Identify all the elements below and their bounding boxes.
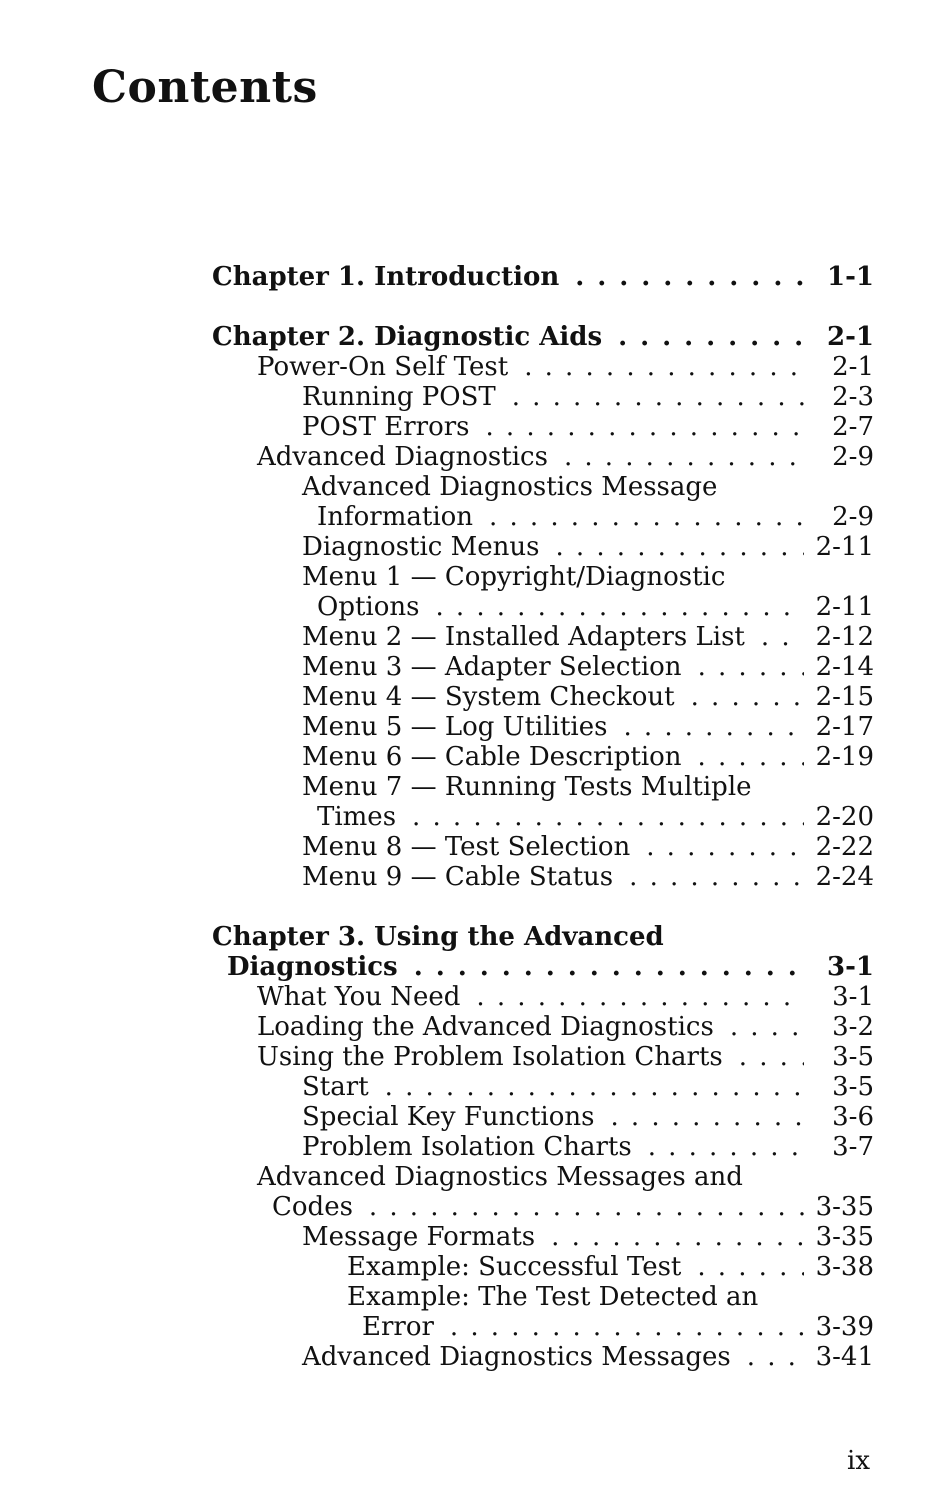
toc-entry-page: 3-2 <box>832 1012 874 1042</box>
toc-entry-title: Advanced Diagnostics Messages and <box>257 1162 743 1192</box>
toc-entry <box>212 1342 874 1372</box>
dot-leader <box>489 502 804 532</box>
toc-entry-page: 3-35 <box>815 1222 874 1252</box>
dot-leader <box>747 1342 804 1372</box>
toc-entry-label <box>212 922 664 952</box>
toc-entry-page: 2-22 <box>815 832 874 862</box>
toc-entry-label <box>302 682 804 712</box>
dot-leader <box>623 712 804 742</box>
dot-leader <box>476 982 804 1012</box>
toc-entry-title: Menu 8 — Test Selection <box>302 832 631 862</box>
toc-entry-title: Menu 7 — Running Tests Multiple <box>302 772 752 802</box>
toc-entry <box>212 1072 874 1102</box>
toc-entry-title: Error <box>362 1312 434 1342</box>
toc-entry-label <box>302 772 752 802</box>
toc-entry-label <box>302 1342 804 1372</box>
toc-entry-title: Menu 9 — Cable Status <box>302 862 614 892</box>
toc-entry <box>212 832 874 862</box>
toc-entry-title: Menu 1 — Copyright/Diagnostic <box>302 562 726 592</box>
toc-entry <box>212 352 874 382</box>
toc-entry-title: Running POST <box>302 382 496 412</box>
toc-entry-title: Example: Successful Test <box>347 1252 682 1282</box>
toc-entry-page: 2-15 <box>815 682 874 712</box>
toc-entry <box>212 772 874 802</box>
toc-entry-title: Advanced Diagnostics <box>257 442 548 472</box>
toc-entry-title: Start <box>302 1072 369 1102</box>
toc-entry-page: 2-14 <box>815 652 874 682</box>
dot-leader <box>730 1012 804 1042</box>
toc-entry-page: 1-1 <box>827 262 874 292</box>
toc-entry-page: 3-7 <box>832 1132 874 1162</box>
toc-entry-title: Example: The Test Detected an <box>347 1282 759 1312</box>
toc-entry-page: 2-20 <box>815 802 874 832</box>
dot-leader <box>564 442 804 472</box>
toc-entry <box>212 1102 874 1132</box>
toc-entry-title: Menu 2 — Installed Adapters List <box>302 622 745 652</box>
toc-entry-page: 2-9 <box>832 442 874 472</box>
toc-entry-title: Options <box>317 592 420 622</box>
toc-entry <box>212 412 874 442</box>
dot-leader <box>486 412 804 442</box>
toc-entry-title: Menu 4 — System Checkout <box>302 682 675 712</box>
toc-entry-label <box>302 412 804 442</box>
toc-entry-title: What You Need <box>257 982 461 1012</box>
toc-entry-page: 2-3 <box>832 382 874 412</box>
toc-entry-title: Using the Problem Isolation Charts <box>257 1042 723 1072</box>
toc-entry <box>212 502 874 532</box>
toc-entry <box>212 1132 874 1162</box>
toc-entry <box>212 562 874 592</box>
toc-entry-page: 3-41 <box>815 1342 874 1372</box>
toc-entry <box>212 742 874 772</box>
dot-leader <box>697 1252 804 1282</box>
page-title: Contents <box>92 62 318 113</box>
toc-entry-label <box>302 862 804 892</box>
dot-leader <box>646 832 804 862</box>
toc-entry-label <box>317 502 804 532</box>
toc-entry-page: 2-7 <box>832 412 874 442</box>
toc-entry-title: Advanced Diagnostics Messages <box>302 1342 731 1372</box>
toc-entry-title: Diagnostic Menus <box>302 532 540 562</box>
toc-entry-title: Problem Isolation Charts <box>302 1132 632 1162</box>
toc-entry-page: 2-19 <box>815 742 874 772</box>
toc-entry-label <box>347 1282 758 1312</box>
dot-leader <box>691 682 804 712</box>
toc-entry-label <box>302 742 804 772</box>
table-of-contents <box>212 262 874 1372</box>
toc-entry <box>212 1192 874 1222</box>
toc-entry <box>212 922 874 952</box>
dot-leader <box>698 652 804 682</box>
toc-entry-title: Special Key Functions <box>302 1102 595 1132</box>
toc-entry-label <box>302 832 804 862</box>
dot-leader <box>739 1042 804 1072</box>
dot-leader <box>369 1192 804 1222</box>
toc-entry-label <box>257 1162 743 1192</box>
toc-entry-page: 3-38 <box>815 1252 874 1282</box>
toc-entry-label <box>257 352 804 382</box>
toc-entry-page: 3-35 <box>815 1192 874 1222</box>
toc-entry-label <box>302 532 804 562</box>
toc-entry <box>212 472 874 502</box>
dot-leader <box>385 1072 804 1102</box>
dot-leader <box>524 352 804 382</box>
toc-entry-page: 3-6 <box>832 1102 874 1132</box>
toc-entry-title: Advanced Diagnostics Message <box>302 472 718 502</box>
toc-entry <box>212 322 874 352</box>
toc-entry-page: 2-9 <box>832 502 874 532</box>
dot-leader <box>512 382 804 412</box>
toc-entry-label <box>302 562 725 592</box>
toc-entry-page: 2-1 <box>827 322 874 352</box>
toc-entry-label <box>257 1042 804 1072</box>
toc-entry-title: Menu 3 — Adapter Selection <box>302 652 682 682</box>
dot-leader <box>551 1222 804 1252</box>
toc-entry <box>212 1222 874 1252</box>
toc-entry-page: 3-1 <box>832 982 874 1012</box>
toc-entry-label <box>302 712 804 742</box>
toc-entry <box>212 712 874 742</box>
toc-entry <box>212 622 874 652</box>
toc-entry <box>212 1252 874 1282</box>
toc-entry-label <box>317 802 804 832</box>
toc-entry-title: Loading the Advanced Diagnostics <box>257 1012 714 1042</box>
toc-entry <box>212 952 874 982</box>
toc-entry-page: 2-11 <box>815 532 874 562</box>
toc-entry-label <box>227 952 804 982</box>
dot-leader <box>698 742 804 772</box>
toc-entry-page: 2-24 <box>815 862 874 892</box>
toc-entry-label <box>272 1192 804 1222</box>
toc-entry-label <box>317 592 804 622</box>
toc-entry <box>212 1042 874 1072</box>
toc-entry <box>212 1012 874 1042</box>
dot-leader <box>575 262 804 292</box>
toc-entry-label <box>257 982 804 1012</box>
dot-leader <box>555 532 804 562</box>
dot-leader <box>450 1312 804 1342</box>
toc-entry <box>212 532 874 562</box>
toc-entry-label <box>302 1132 804 1162</box>
toc-entry-page: 2-11 <box>815 592 874 622</box>
dot-leader <box>618 322 804 352</box>
dot-leader <box>629 862 804 892</box>
toc-entry <box>212 1282 874 1312</box>
toc-entry <box>212 382 874 412</box>
toc-entry-title: Times <box>317 802 397 832</box>
toc-entry-page: 3-5 <box>832 1042 874 1072</box>
toc-entry <box>212 982 874 1012</box>
toc-entry-label <box>362 1312 804 1342</box>
toc-entry <box>212 1162 874 1192</box>
toc-entry <box>212 682 874 712</box>
toc-entry <box>212 262 874 292</box>
toc-entry-title: Codes <box>272 1192 353 1222</box>
toc-entry-label <box>302 472 717 502</box>
toc-entry-page: 2-1 <box>832 352 874 382</box>
toc-entry-label <box>302 622 804 652</box>
toc-entry-title: POST Errors <box>302 412 470 442</box>
dot-leader <box>761 622 804 652</box>
toc-entry-title: Menu 5 — Log Utilities <box>302 712 608 742</box>
toc-entry-page: 3-5 <box>832 1072 874 1102</box>
dot-leader <box>414 952 804 982</box>
toc-entry <box>212 442 874 472</box>
toc-entry-label <box>212 322 804 352</box>
dot-leader <box>610 1102 804 1132</box>
toc-entry-title: Chapter 3. Using the Advanced <box>212 922 664 952</box>
toc-entry-label <box>302 1072 804 1102</box>
toc-entry-page: 3-1 <box>827 952 874 982</box>
page-number: ix <box>847 1446 870 1476</box>
toc-entry-page: 2-12 <box>815 622 874 652</box>
toc-entry-title: Diagnostics <box>227 952 398 982</box>
toc-entry-label <box>302 652 804 682</box>
toc-entry <box>212 802 874 832</box>
toc-entry <box>212 862 874 892</box>
toc-entry-page: 3-39 <box>815 1312 874 1342</box>
toc-entry-label <box>302 1222 804 1252</box>
toc-entry-title: Power-On Self Test <box>257 352 509 382</box>
toc-entry-page: 2-17 <box>815 712 874 742</box>
toc-entry-label <box>257 442 804 472</box>
toc-entry-title: Information <box>317 502 474 532</box>
toc-entry-label <box>302 1102 804 1132</box>
dot-leader <box>435 592 804 622</box>
toc-entry-label <box>257 1012 804 1042</box>
toc-entry-title: Menu 6 — Cable Description <box>302 742 682 772</box>
toc-entry-label <box>347 1252 804 1282</box>
toc-entry <box>212 652 874 682</box>
dot-leader <box>648 1132 804 1162</box>
toc-entry-title: Message Formats <box>302 1222 536 1252</box>
toc-entry-label <box>212 262 804 292</box>
toc-entry <box>212 592 874 622</box>
toc-entry-label <box>302 382 804 412</box>
toc-entry <box>212 1312 874 1342</box>
dot-leader <box>412 802 804 832</box>
toc-entry-title: Chapter 2. Diagnostic Aids <box>212 322 603 352</box>
toc-entry-title: Chapter 1. Introduction <box>212 262 560 292</box>
